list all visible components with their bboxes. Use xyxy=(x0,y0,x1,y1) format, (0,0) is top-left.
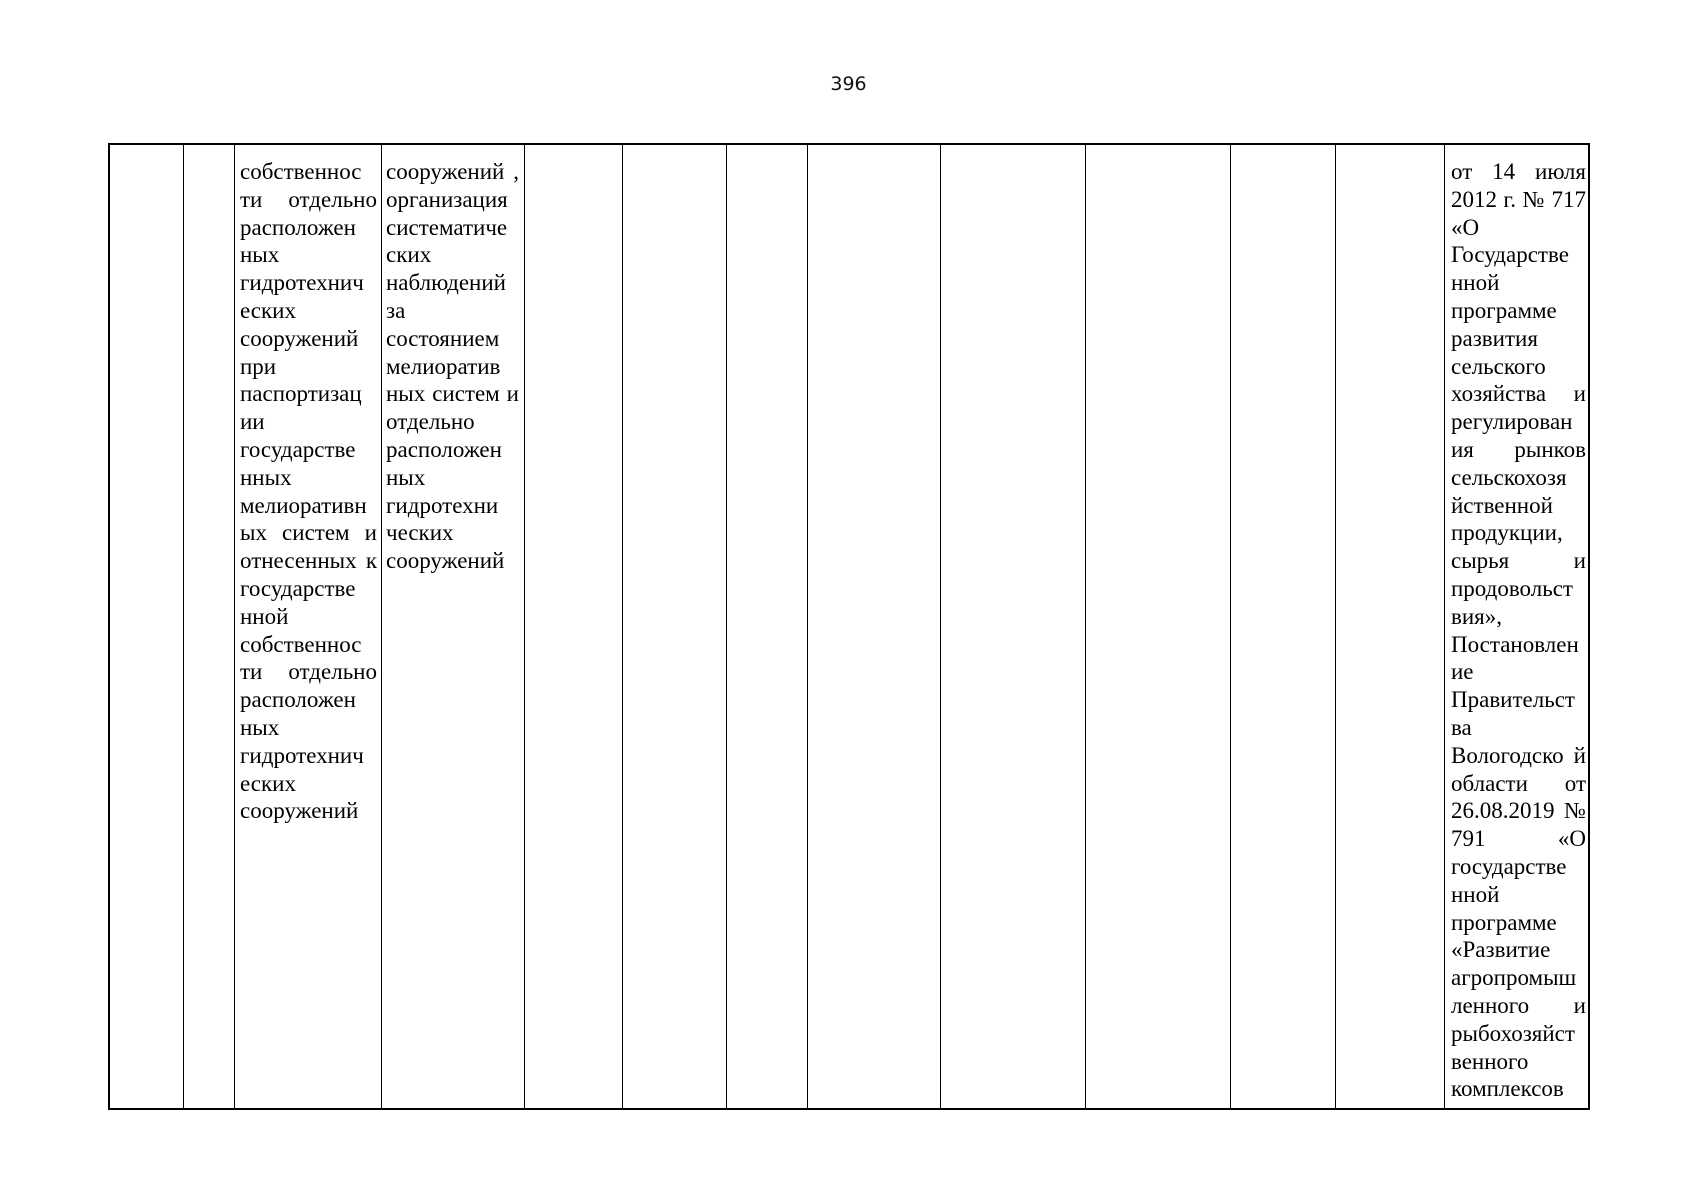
column-divider xyxy=(807,145,808,1108)
column-divider xyxy=(1230,145,1231,1108)
cell-column-14-text: от 14 июля 2012 г. № 717 «О Государстве нной программе развития сельского хозяйства и регулирован ия рынков сельскохозя йственной продукции, сырья и продовольст вия», Постановлен ие Правительст ва Вологодско й области от 26.08.2019 № 791 «О государстве нной программе «Развитие агропромыш ленного и рыбохозяйст венного комплексов xyxy=(1451,159,1586,1102)
column-divider xyxy=(183,145,184,1108)
column-divider xyxy=(1335,145,1336,1108)
column-divider xyxy=(726,145,727,1108)
column-divider xyxy=(234,145,235,1108)
cell-column-4-text: сооружений , организация систематиче ских наблюдений за состоянием мелиоратив ных систем и отдельно расположен ных гидротехни ческих сооружений xyxy=(386,159,519,574)
column-divider xyxy=(1085,145,1086,1108)
column-divider xyxy=(381,145,382,1108)
column-divider xyxy=(524,145,525,1108)
column-divider xyxy=(1444,145,1445,1108)
data-table xyxy=(108,143,1590,1110)
cell-column-3-text: собственнос ти отдельно расположен ных гидротехнич еских сооружений при паспортизац ии государстве нных мелиоративн ых систем и отнесенных к государстве нной собственнос ти отдельно расположен ных гидротехнич еских сооружений xyxy=(240,159,377,824)
column-divider xyxy=(940,145,941,1108)
column-divider xyxy=(622,145,623,1108)
page-number: 396 xyxy=(830,73,867,95)
